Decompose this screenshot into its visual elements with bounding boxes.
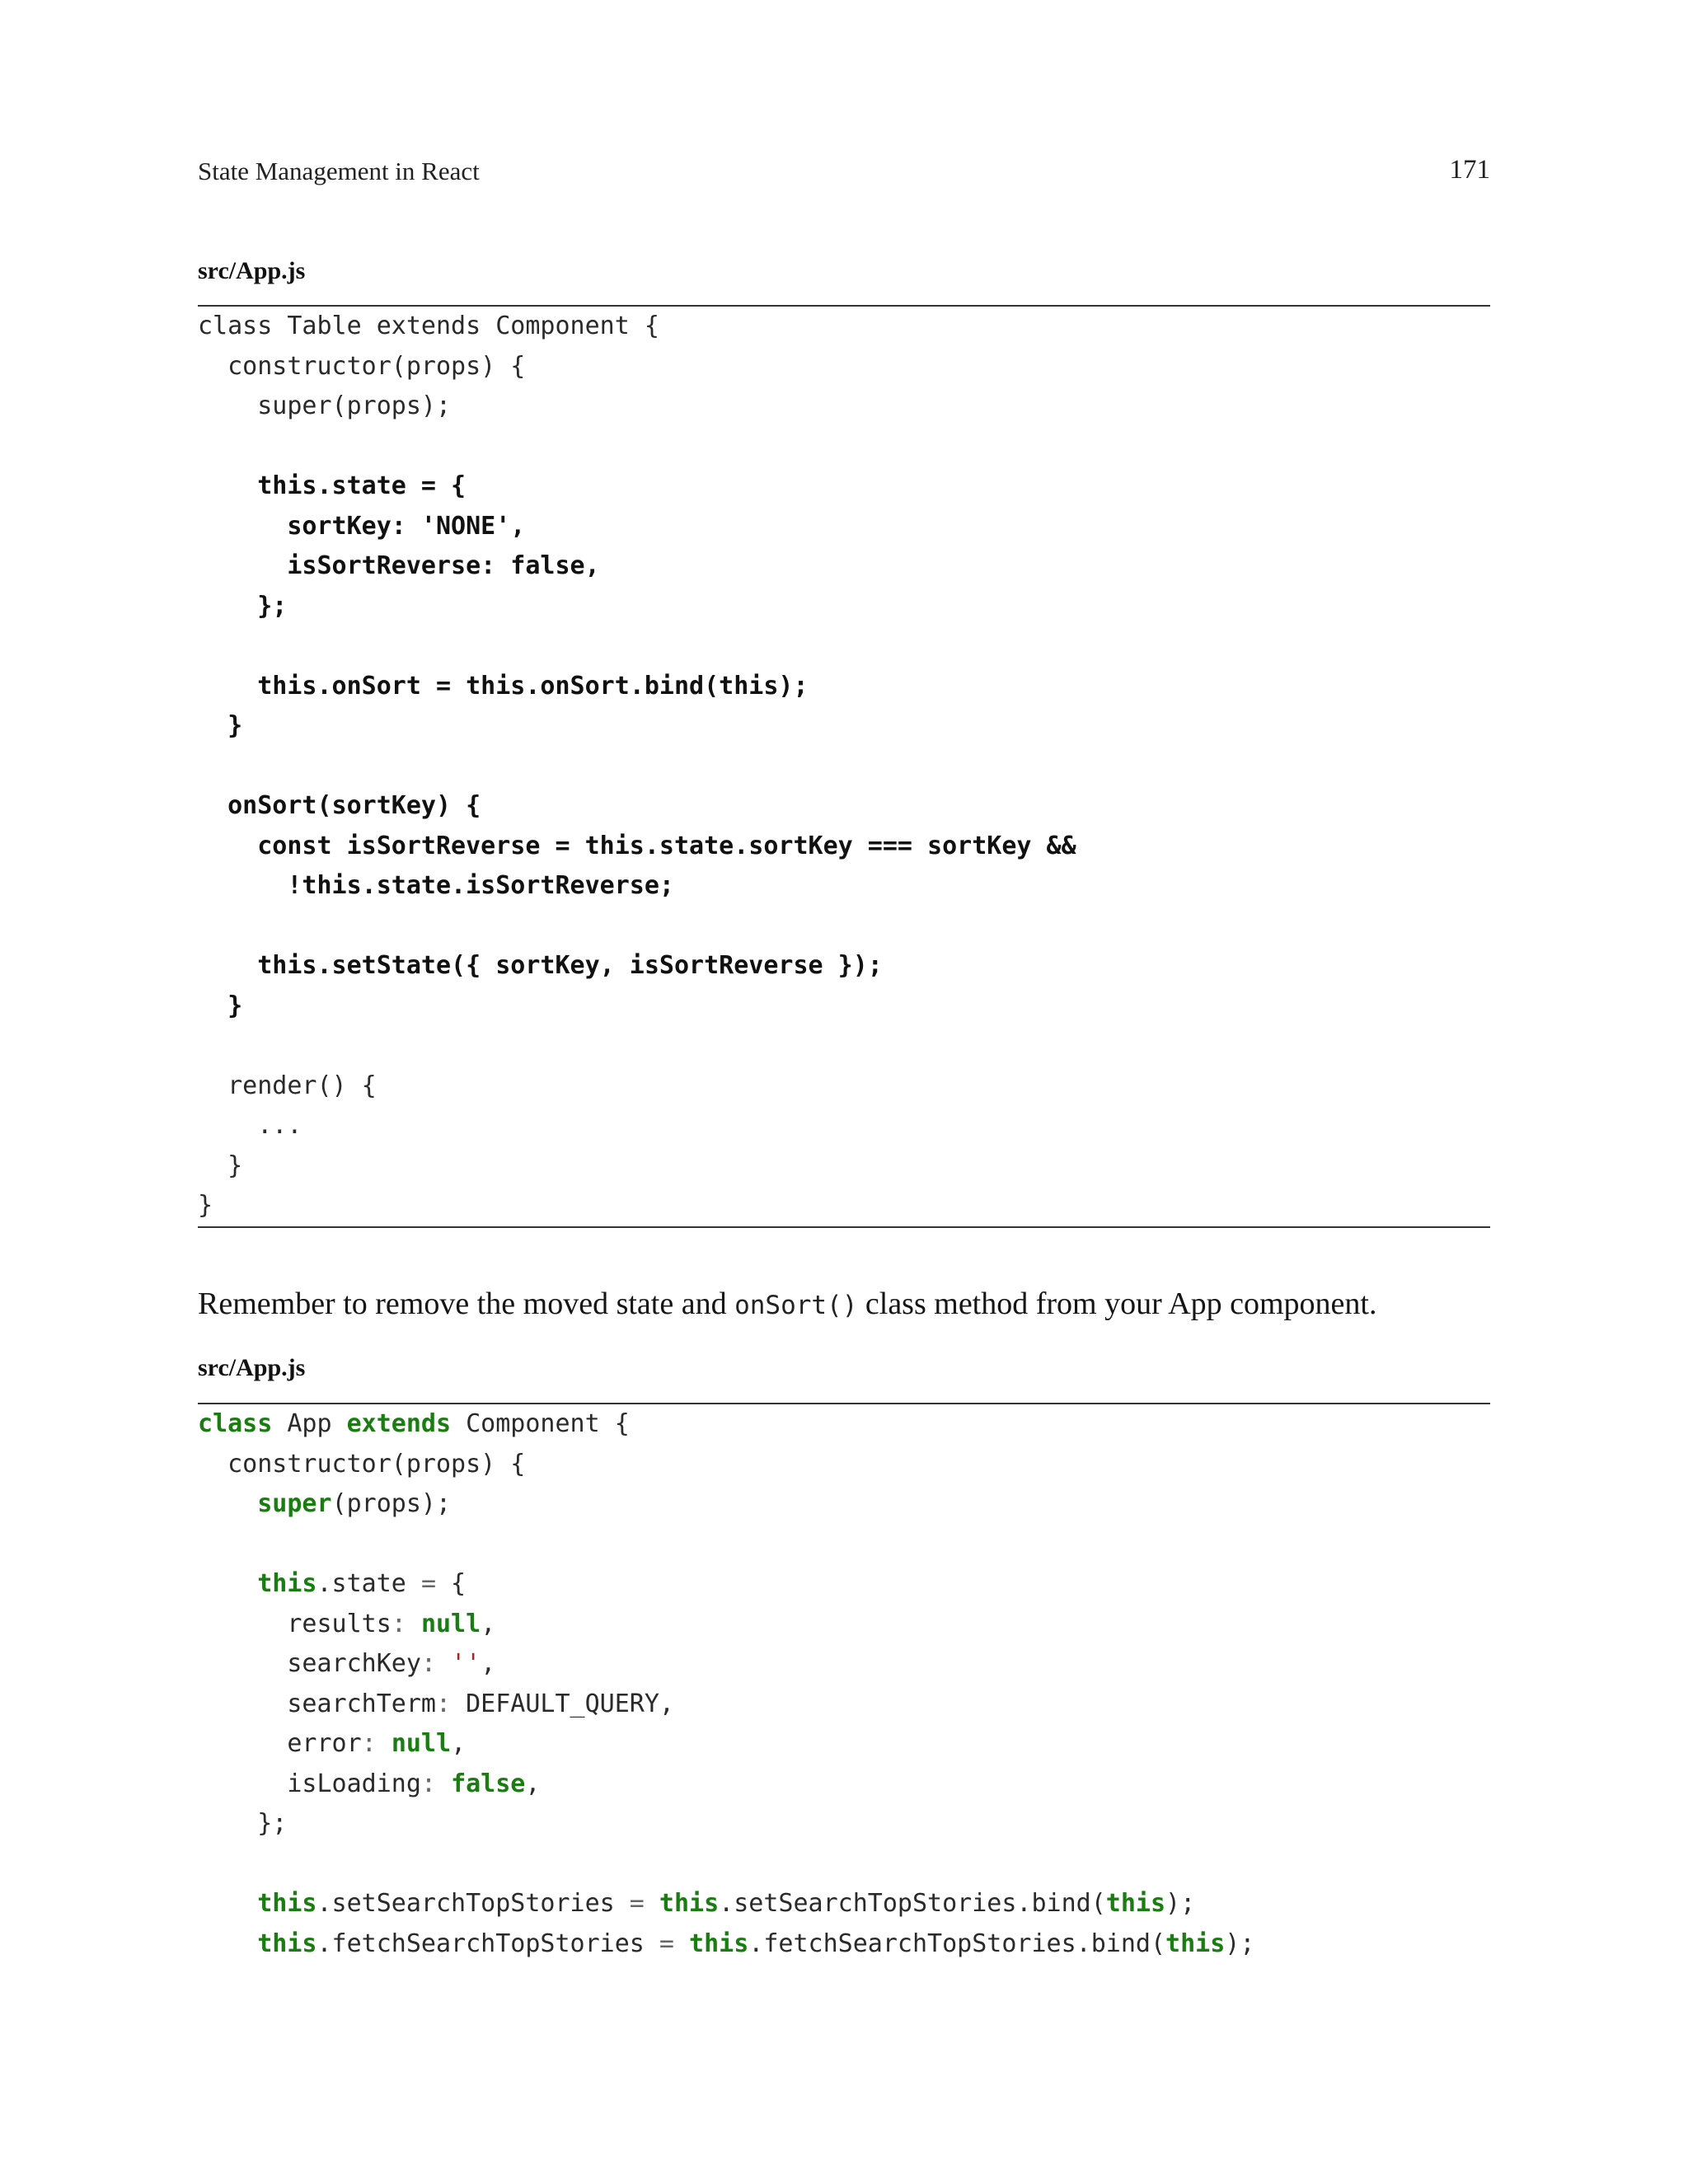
file-label: src/App.js [198,1354,306,1381]
code-line: constructor(props) { [198,1449,526,1479]
code-line: this.state = { [198,471,467,500]
code-line: super(props); [257,1489,452,1518]
code-block [198,1404,1490,1964]
code-line: sortKey: 'NONE', [198,511,526,541]
code-line: onSort(sortKey) { [198,791,481,820]
code-line: const isSortReverse = this.state.sortKey === sortKey && [198,831,1076,860]
code-line: isLoading: false, [198,1769,541,1798]
code-line: }; [198,1809,288,1838]
code-line [198,1844,1490,1885]
code-line: class App extends Component { [198,1409,630,1438]
paragraph [198,1286,1376,1322]
code-line: } [198,1151,243,1180]
divider [198,1226,1490,1228]
code-line: isSortReverse: false, [198,551,600,580]
code-block [198,307,1490,1226]
code-line: this.setState({ sortKey, isSortReverse }); [198,951,883,980]
code-line [198,626,1490,667]
code-line: this.state = { [257,1569,467,1598]
code-line [198,1525,1490,1565]
code-line: constructor(props) { [198,351,526,381]
code-line: } [198,991,243,1020]
code-line [198,747,1490,787]
code-line: }; [198,591,288,621]
code-line: searchKey: '', [198,1649,496,1678]
code-line: this.fetchSearchTopStories = this.fetchSearchTopStories.bind(this); [257,1929,1255,1958]
code-line: super(props); [198,391,452,420]
page-number: 171 [1449,155,1490,185]
code-line: render() { [198,1071,377,1100]
code-line [198,907,1490,947]
code-line [198,427,1490,467]
paragraph-text: Remember to remove the moved state and [198,1286,735,1321]
running-header-title: State Management in React [198,157,480,185]
inline-code: onSort() [734,1291,858,1320]
code-line: results: null, [198,1609,496,1638]
code-line: this.setSearchTopStories = this.setSearchTopStories.bind(this); [257,1889,1196,1918]
code-line: !this.state.isSortReverse; [198,871,674,900]
code-line: searchTerm: DEFAULT_QUERY, [198,1689,674,1718]
code-line: this.onSort = this.onSort.bind(this); [198,671,809,701]
code-line: ... [198,1111,302,1140]
code-line [198,1026,1490,1066]
file-label: src/App.js [198,257,306,284]
code-line: } [198,711,243,740]
paragraph-text: class method from your App component. [857,1286,1377,1321]
code-line: error: null, [198,1729,467,1758]
code-line: class Table extends Component { [198,312,659,340]
code-line: } [198,1191,213,1220]
